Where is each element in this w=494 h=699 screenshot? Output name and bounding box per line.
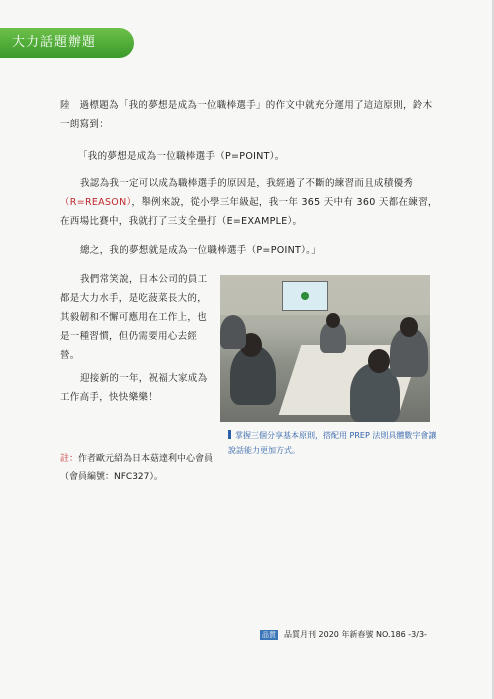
note-text: 作者歐元紹為日本菇達利中心會員（會員編號：NFC327）。: [60, 454, 214, 482]
seminar-photo: [220, 275, 430, 422]
reason-text-b: ，舉例來說，從小學三年級起，我一年 365 天中有 360 天都在練習，在西場比賽中，我就打了三支全壘打（E=EXAMPLE）。: [60, 197, 438, 227]
reason-text-a: 我認為我一定可以成為職棒選手的原因是，我經過了不斷的練習而且成積優秀: [80, 178, 414, 189]
body-paragraph-newyear: 迎接新的一年，祝福大家成為工作高手，快快樂樂！: [60, 373, 208, 403]
page-footer: [260, 629, 427, 640]
magazine-badge: 品質: [262, 631, 276, 639]
author-note: [60, 450, 220, 486]
caption-text: 掌握三個分享基本原則，搭配用 PREP 法則具體數字會讓說話能力更加方式。: [228, 431, 437, 455]
quote-point-paragraph: 「我的夢想是成為一位職棒選手（P=POINT）。: [78, 151, 285, 162]
intro-paragraph: 陸 過標題為「我的夢想是成為一位職棒選手」的作文中就充分運用了這這原則，鈴木一朗寫到：: [60, 100, 433, 130]
section-title-tab: 大力話題辦題: [0, 28, 134, 58]
caption-bar-icon: [228, 430, 231, 439]
photo-caption: [228, 428, 438, 458]
reason-label: （R=REASON）: [60, 197, 132, 208]
quote-conclusion-paragraph: 總之，我的夢想就是成為一位職棒選手（P=POINT）。」: [80, 245, 322, 256]
body-paragraph-popeye: 我們常笑說，日本公司的員工都是大力水手，是吃菠菜長大的，其毅韌和不懈可應用在工作上，也是一種習慣，但仍需要用心去經營。: [60, 274, 208, 361]
footer-text: 品質月刊 2020 年新春號 NO.186 -3/3-: [284, 630, 427, 639]
note-mark: 註：: [60, 454, 79, 464]
projector-screen: [282, 281, 328, 311]
quote-reason-paragraph: [60, 174, 440, 231]
